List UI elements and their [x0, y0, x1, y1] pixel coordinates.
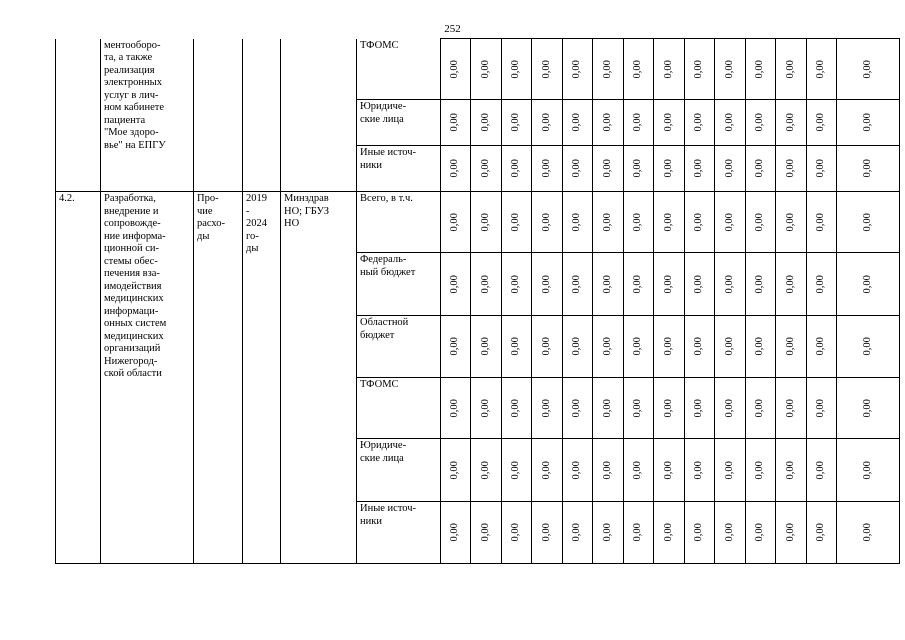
- amount-value: 0,00: [861, 460, 873, 480]
- amount-cell: [685, 502, 715, 564]
- amount-value: 0,00: [662, 212, 674, 232]
- amount-cell: [593, 253, 624, 316]
- amount-cell: [807, 146, 837, 192]
- amount-value: 0,00: [723, 523, 735, 542]
- amount-value: 0,00: [449, 159, 461, 178]
- amount-cell: [593, 192, 624, 253]
- amount-value: 0,00: [571, 113, 583, 132]
- amount-value: 0,00: [449, 113, 461, 132]
- table-row: [56, 39, 900, 100]
- amount-value: 0,00: [693, 523, 705, 542]
- row-number-cell: 4.2.: [56, 192, 101, 564]
- amount-cell: [441, 192, 471, 253]
- amount-cell: [532, 192, 563, 253]
- amount-cell: [746, 100, 776, 146]
- amount-value: 0,00: [601, 337, 613, 356]
- amount-cell: [837, 316, 900, 378]
- amount-value: 0,00: [510, 274, 522, 294]
- amount-cell: [563, 100, 593, 146]
- amount-value: 0,00: [632, 523, 644, 542]
- amount-cell: [685, 146, 715, 192]
- amount-cell: [776, 146, 807, 192]
- amount-cell: [532, 502, 563, 564]
- amount-cell: [532, 316, 563, 378]
- amount-value: 0,00: [540, 212, 552, 232]
- amount-cell: [471, 253, 502, 316]
- amount-value: 0,00: [632, 212, 644, 232]
- event-description-cell: ментооборо- та, а также реализация электронных услуг в лич- ном кабинете пациента "Мое здоро- вье" на ЕПГУ: [101, 39, 194, 192]
- amount-value: 0,00: [601, 159, 613, 178]
- amount-cell: [624, 146, 654, 192]
- amount-cell: [746, 253, 776, 316]
- funding-source-cell: Юридиче- ские лица: [357, 439, 441, 502]
- amount-cell: [837, 146, 900, 192]
- amount-value: 0,00: [510, 460, 522, 480]
- amount-cell: [685, 192, 715, 253]
- amount-value: 0,00: [693, 159, 705, 178]
- amount-value: 0,00: [479, 59, 491, 79]
- amount-cell: [441, 146, 471, 192]
- amount-value: 0,00: [540, 274, 552, 294]
- amount-value: 0,00: [662, 460, 674, 480]
- amount-value: 0,00: [815, 398, 827, 418]
- amount-value: 0,00: [754, 398, 766, 418]
- amount-value: 0,00: [479, 523, 491, 542]
- amount-cell: [593, 502, 624, 564]
- amount-cell: [563, 39, 593, 100]
- amount-cell: [715, 316, 746, 378]
- amount-value: 0,00: [784, 460, 796, 480]
- amount-value: 0,00: [784, 113, 796, 132]
- amount-cell: [624, 439, 654, 502]
- amount-cell: [746, 39, 776, 100]
- amount-value: 0,00: [571, 460, 583, 480]
- amount-value: 0,00: [449, 274, 461, 294]
- amount-value: 0,00: [479, 398, 491, 418]
- amount-cell: [532, 39, 563, 100]
- amount-cell: [776, 192, 807, 253]
- amount-cell: [593, 316, 624, 378]
- amount-cell: [776, 316, 807, 378]
- amount-cell: [654, 146, 685, 192]
- amount-value: 0,00: [510, 113, 522, 132]
- amount-value: 0,00: [449, 337, 461, 356]
- amount-cell: [593, 439, 624, 502]
- amount-cell: [807, 192, 837, 253]
- funding-source-cell: Иные источ- ники: [357, 502, 441, 564]
- amount-value: 0,00: [861, 398, 873, 418]
- amount-value: 0,00: [479, 212, 491, 232]
- amount-value: 0,00: [662, 337, 674, 356]
- amount-cell: [715, 146, 746, 192]
- amount-value: 0,00: [861, 523, 873, 542]
- amount-value: 0,00: [754, 274, 766, 294]
- amount-cell: [441, 253, 471, 316]
- amount-cell: [471, 378, 502, 439]
- amount-cell: [685, 378, 715, 439]
- amount-value: 0,00: [449, 460, 461, 480]
- amount-value: 0,00: [723, 212, 735, 232]
- amount-value: 0,00: [510, 59, 522, 79]
- amount-value: 0,00: [540, 398, 552, 418]
- amount-cell: [593, 39, 624, 100]
- amount-cell: [471, 39, 502, 100]
- amount-cell: [532, 100, 563, 146]
- amount-value: 0,00: [540, 113, 552, 132]
- amount-value: 0,00: [449, 212, 461, 232]
- financing-table: [55, 38, 900, 564]
- amount-cell: [471, 146, 502, 192]
- executor-cell: Минздрав НО; ГБУЗ НО: [281, 192, 357, 564]
- amount-cell: [654, 39, 685, 100]
- amount-cell: [715, 100, 746, 146]
- amount-cell: [532, 378, 563, 439]
- amount-cell: [685, 316, 715, 378]
- expense-type-cell: [194, 39, 243, 192]
- amount-value: 0,00: [784, 212, 796, 232]
- amount-cell: [624, 253, 654, 316]
- amount-cell: [532, 439, 563, 502]
- amount-value: 0,00: [723, 59, 735, 79]
- funding-source-cell: ТФОМС: [357, 378, 441, 439]
- amount-value: 0,00: [601, 523, 613, 542]
- amount-value: 0,00: [693, 212, 705, 232]
- period-cell: [243, 39, 281, 192]
- amount-value: 0,00: [632, 159, 644, 178]
- amount-value: 0,00: [723, 337, 735, 356]
- funding-source-cell: Федераль- ный бюджет: [357, 253, 441, 316]
- amount-value: 0,00: [861, 113, 873, 132]
- amount-cell: [746, 316, 776, 378]
- amount-cell: [654, 316, 685, 378]
- amount-cell: [807, 316, 837, 378]
- amount-value: 0,00: [571, 337, 583, 356]
- amount-cell: [502, 39, 532, 100]
- amount-value: 0,00: [479, 337, 491, 356]
- amount-value: 0,00: [693, 274, 705, 294]
- amount-cell: [471, 316, 502, 378]
- amount-value: 0,00: [815, 159, 827, 178]
- amount-cell: [624, 100, 654, 146]
- amount-cell: [654, 502, 685, 564]
- amount-cell: [471, 502, 502, 564]
- amount-cell: [654, 253, 685, 316]
- amount-value: 0,00: [693, 398, 705, 418]
- amount-cell: [563, 316, 593, 378]
- amount-value: 0,00: [723, 460, 735, 480]
- page-number: 252: [444, 23, 461, 35]
- amount-value: 0,00: [784, 337, 796, 356]
- amount-cell: [563, 378, 593, 439]
- amount-cell: [685, 39, 715, 100]
- amount-cell: [685, 100, 715, 146]
- amount-value: 0,00: [754, 212, 766, 232]
- amount-value: 0,00: [571, 212, 583, 232]
- amount-cell: [807, 39, 837, 100]
- amount-cell: [441, 39, 471, 100]
- amount-value: 0,00: [510, 337, 522, 356]
- amount-value: 0,00: [662, 274, 674, 294]
- amount-value: 0,00: [510, 212, 522, 232]
- row-number-cell: [56, 39, 101, 192]
- amount-cell: [624, 39, 654, 100]
- amount-cell: [746, 192, 776, 253]
- amount-cell: [776, 39, 807, 100]
- amount-cell: [837, 192, 900, 253]
- amount-value: 0,00: [754, 460, 766, 480]
- amount-value: 0,00: [693, 59, 705, 79]
- amount-value: 0,00: [693, 460, 705, 480]
- amount-cell: [715, 39, 746, 100]
- amount-value: 0,00: [784, 159, 796, 178]
- amount-value: 0,00: [540, 460, 552, 480]
- amount-value: 0,00: [601, 212, 613, 232]
- amount-value: 0,00: [571, 523, 583, 542]
- amount-cell: [593, 100, 624, 146]
- amount-cell: [502, 439, 532, 502]
- amount-value: 0,00: [723, 274, 735, 294]
- funding-source-cell: Областной бюджет: [357, 316, 441, 378]
- amount-cell: [715, 192, 746, 253]
- amount-cell: [563, 439, 593, 502]
- amount-value: 0,00: [815, 460, 827, 480]
- amount-value: 0,00: [632, 113, 644, 132]
- amount-cell: [593, 146, 624, 192]
- amount-value: 0,00: [784, 59, 796, 79]
- amount-cell: [624, 502, 654, 564]
- amount-cell: [837, 253, 900, 316]
- amount-value: 0,00: [754, 523, 766, 542]
- amount-cell: [532, 146, 563, 192]
- amount-cell: [654, 100, 685, 146]
- amount-value: 0,00: [540, 523, 552, 542]
- amount-cell: [532, 253, 563, 316]
- amount-cell: [776, 100, 807, 146]
- amount-value: 0,00: [601, 460, 613, 480]
- amount-cell: [471, 100, 502, 146]
- amount-cell: [776, 253, 807, 316]
- amount-value: 0,00: [754, 59, 766, 79]
- amount-cell: [746, 439, 776, 502]
- amount-cell: [441, 378, 471, 439]
- amount-cell: [776, 502, 807, 564]
- amount-value: 0,00: [449, 59, 461, 79]
- amount-value: 0,00: [632, 59, 644, 79]
- amount-value: 0,00: [723, 398, 735, 418]
- amount-value: 0,00: [861, 159, 873, 178]
- expense-type-cell: Про- чие расхо- ды: [194, 192, 243, 564]
- amount-value: 0,00: [861, 59, 873, 79]
- funding-source-cell: Юридиче- ские лица: [357, 100, 441, 146]
- amount-cell: [441, 439, 471, 502]
- amount-cell: [807, 502, 837, 564]
- amount-value: 0,00: [815, 337, 827, 356]
- amount-cell: [807, 100, 837, 146]
- amount-value: 0,00: [815, 523, 827, 542]
- funding-source-cell: Всего, в т.ч.: [357, 192, 441, 253]
- amount-cell: [624, 316, 654, 378]
- amount-cell: [563, 192, 593, 253]
- amount-value: 0,00: [662, 59, 674, 79]
- amount-cell: [776, 378, 807, 439]
- amount-value: 0,00: [449, 398, 461, 418]
- amount-cell: [746, 502, 776, 564]
- amount-cell: [502, 100, 532, 146]
- amount-cell: [746, 146, 776, 192]
- amount-cell: [654, 192, 685, 253]
- amount-cell: [502, 378, 532, 439]
- amount-cell: [715, 378, 746, 439]
- amount-value: 0,00: [601, 59, 613, 79]
- amount-cell: [807, 439, 837, 502]
- amount-cell: [471, 192, 502, 253]
- amount-cell: [715, 439, 746, 502]
- amount-cell: [654, 378, 685, 439]
- amount-cell: [563, 253, 593, 316]
- amount-value: 0,00: [815, 212, 827, 232]
- amount-cell: [837, 100, 900, 146]
- amount-cell: [776, 439, 807, 502]
- amount-cell: [807, 378, 837, 439]
- amount-value: 0,00: [632, 398, 644, 418]
- amount-value: 0,00: [479, 113, 491, 132]
- funding-source-cell: ТФОМС: [357, 39, 441, 100]
- amount-value: 0,00: [571, 398, 583, 418]
- amount-cell: [593, 378, 624, 439]
- amount-value: 0,00: [632, 460, 644, 480]
- amount-value: 0,00: [815, 113, 827, 132]
- amount-value: 0,00: [601, 113, 613, 132]
- table-row: [56, 192, 900, 253]
- amount-value: 0,00: [571, 274, 583, 294]
- amount-value: 0,00: [632, 337, 644, 356]
- amount-cell: [624, 192, 654, 253]
- amount-value: 0,00: [784, 523, 796, 542]
- funding-source-cell: Иные источ- ники: [357, 146, 441, 192]
- amount-value: 0,00: [601, 398, 613, 418]
- amount-value: 0,00: [815, 59, 827, 79]
- amount-cell: [563, 502, 593, 564]
- amount-cell: [837, 502, 900, 564]
- amount-cell: [624, 378, 654, 439]
- amount-value: 0,00: [723, 159, 735, 178]
- amount-cell: [654, 439, 685, 502]
- amount-value: 0,00: [861, 337, 873, 356]
- amount-cell: [685, 439, 715, 502]
- amount-value: 0,00: [540, 337, 552, 356]
- amount-value: 0,00: [571, 159, 583, 178]
- amount-value: 0,00: [693, 337, 705, 356]
- amount-cell: [471, 439, 502, 502]
- amount-cell: [807, 253, 837, 316]
- amount-value: 0,00: [662, 113, 674, 132]
- amount-value: 0,00: [662, 159, 674, 178]
- amount-value: 0,00: [571, 59, 583, 79]
- amount-cell: [502, 192, 532, 253]
- amount-value: 0,00: [479, 274, 491, 294]
- amount-cell: [746, 378, 776, 439]
- amount-value: 0,00: [861, 212, 873, 232]
- amount-value: 0,00: [754, 337, 766, 356]
- amount-cell: [563, 146, 593, 192]
- amount-cell: [441, 100, 471, 146]
- executor-cell: [281, 39, 357, 192]
- amount-cell: [715, 502, 746, 564]
- amount-cell: [502, 253, 532, 316]
- amount-value: 0,00: [815, 274, 827, 294]
- amount-value: 0,00: [784, 398, 796, 418]
- amount-cell: [441, 502, 471, 564]
- amount-cell: [685, 253, 715, 316]
- amount-value: 0,00: [861, 274, 873, 294]
- amount-value: 0,00: [601, 274, 613, 294]
- amount-value: 0,00: [662, 523, 674, 542]
- amount-cell: [837, 378, 900, 439]
- amount-value: 0,00: [510, 523, 522, 542]
- amount-value: 0,00: [662, 398, 674, 418]
- amount-cell: [837, 39, 900, 100]
- amount-value: 0,00: [632, 274, 644, 294]
- amount-value: 0,00: [510, 159, 522, 178]
- amount-value: 0,00: [754, 113, 766, 132]
- amount-value: 0,00: [784, 274, 796, 294]
- amount-value: 0,00: [693, 113, 705, 132]
- amount-value: 0,00: [540, 59, 552, 79]
- amount-value: 0,00: [510, 398, 522, 418]
- amount-cell: [837, 439, 900, 502]
- amount-value: 0,00: [449, 523, 461, 542]
- amount-cell: [502, 146, 532, 192]
- amount-value: 0,00: [723, 113, 735, 132]
- amount-value: 0,00: [754, 159, 766, 178]
- amount-cell: [502, 316, 532, 378]
- amount-value: 0,00: [479, 460, 491, 480]
- amount-cell: [715, 253, 746, 316]
- amount-cell: [441, 316, 471, 378]
- period-cell: 2019 - 2024 го- ды: [243, 192, 281, 564]
- amount-cell: [502, 502, 532, 564]
- amount-value: 0,00: [479, 159, 491, 178]
- event-description-cell: Разработка, внедрение и сопровожде- ние информа- ционной си- стемы обес- печения вза- имодействия медицинских информаци- онных систем медицинских организаций Нижегород- ской области: [101, 192, 194, 564]
- amount-value: 0,00: [540, 159, 552, 178]
